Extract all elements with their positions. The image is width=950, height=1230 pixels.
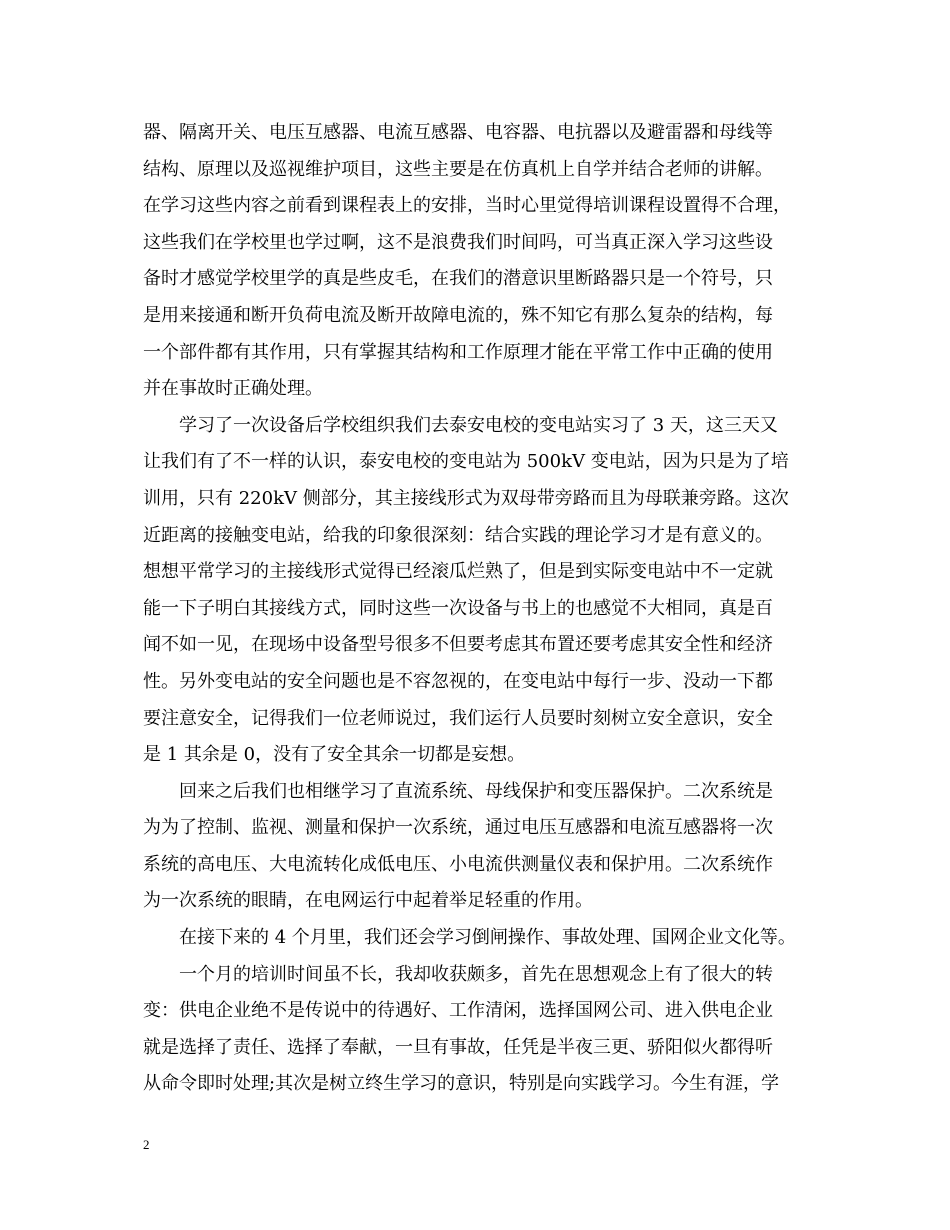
document-body	[143, 115, 808, 1103]
text-line: 系统的高电压、大电流转化成低电压、小电流供测量仪表和保护用。二次系统作	[143, 853, 773, 875]
text-line: 训用，只有 220kV 侧部分，其主接线形式为双母带旁路而且为母联兼旁路。这次	[143, 487, 789, 509]
text-line: 为一次系统的眼睛，在电网运行中起着举足轻重的作用。	[143, 890, 593, 912]
text-line: 结构、原理以及巡视维护项目，这些主要是在仿真机上自学并结合老师的讲解。	[143, 158, 773, 180]
text-line: 想想平常学习的主接线形式觉得已经滚瓜烂熟了，但是到实际变电站中不一定就	[143, 561, 773, 583]
text-line: 在学习这些内容之前看到课程表上的安排，当时心里觉得培训课程设置得不合理，	[143, 195, 791, 217]
text-line: 让我们有了不一样的认识，泰安电校的变电站为 500kV 变电站，因为只是为了培	[143, 451, 789, 473]
text-line: 从命令即时处理;其次是树立终生学习的意识，特别是向实践学习。今生有涯，学	[143, 1073, 780, 1095]
page-number: 2	[143, 1137, 150, 1152]
text-line: 备时才感觉学校里学的真是些皮毛，在我们的潜意识里断路器只是一个符号，只	[143, 268, 773, 290]
text-line: 闻不如一见，在现场中设备型号很多不但要考虑其布置还要考虑其安全性和经济	[143, 634, 773, 656]
text-line: 回来之后我们也相继学习了直流系统、母线保护和变压器保护。二次系统是	[179, 780, 773, 802]
text-line: 并在事故时正确处理。	[143, 378, 323, 400]
text-line: 能一下子明白其接线方式，同时这些一次设备与书上的也感觉不大相同，真是百	[143, 597, 773, 619]
text-line: 就是选择了责任、选择了奉献，一旦有事故，任凭是半夜三更、骄阳似火都得听	[143, 1036, 773, 1058]
text-line: 学习了一次设备后学校组织我们去泰安电校的变电站实习了 3 天，这三天又	[179, 414, 778, 436]
text-line: 这些我们在学校里也学过啊，这不是浪费我们时间吗，可当真正深入学习这些设	[143, 231, 773, 253]
text-line: 为为了控制、监视、测量和保护一次系统，通过电压互感器和电流互感器将一次	[143, 817, 773, 839]
text-line: 变：供电企业绝不是传说中的待遇好、工作清闲，选择国网公司、进入供电企业	[143, 1000, 773, 1022]
text-line: 是 1 其余是 0，没有了安全其余一切都是妄想。	[143, 744, 526, 766]
text-line: 性。另外变电站的安全问题也是不容忽视的，在变电站中每行一步、没动一下都	[143, 670, 773, 692]
text-line: 在接下来的 4 个月里，我们还会学习倒闸操作、事故处理、国网企业文化等。	[179, 927, 796, 949]
text-line: 要注意安全，记得我们一位老师说过，我们运行人员要时刻树立安全意识，安全	[143, 707, 773, 729]
text-line: 一个部件都有其作用，只有掌握其结构和工作原理才能在平常工作中正确的使用	[143, 341, 773, 363]
text-line: 近距离的接触变电站，给我的印象很深刻：结合实践的理论学习才是有意义的。	[143, 524, 773, 546]
text-line: 一个月的培训时间虽不长，我却收获颇多，首先在思想观念上有了很大的转	[179, 963, 773, 985]
text-line: 是用来接通和断开负荷电流及断开故障电流的，殊不知它有那么复杂的结构，每	[143, 304, 773, 326]
text-line: 器、隔离开关、电压互感器、电流互感器、电容器、电抗器以及避雷器和母线等	[143, 122, 773, 143]
